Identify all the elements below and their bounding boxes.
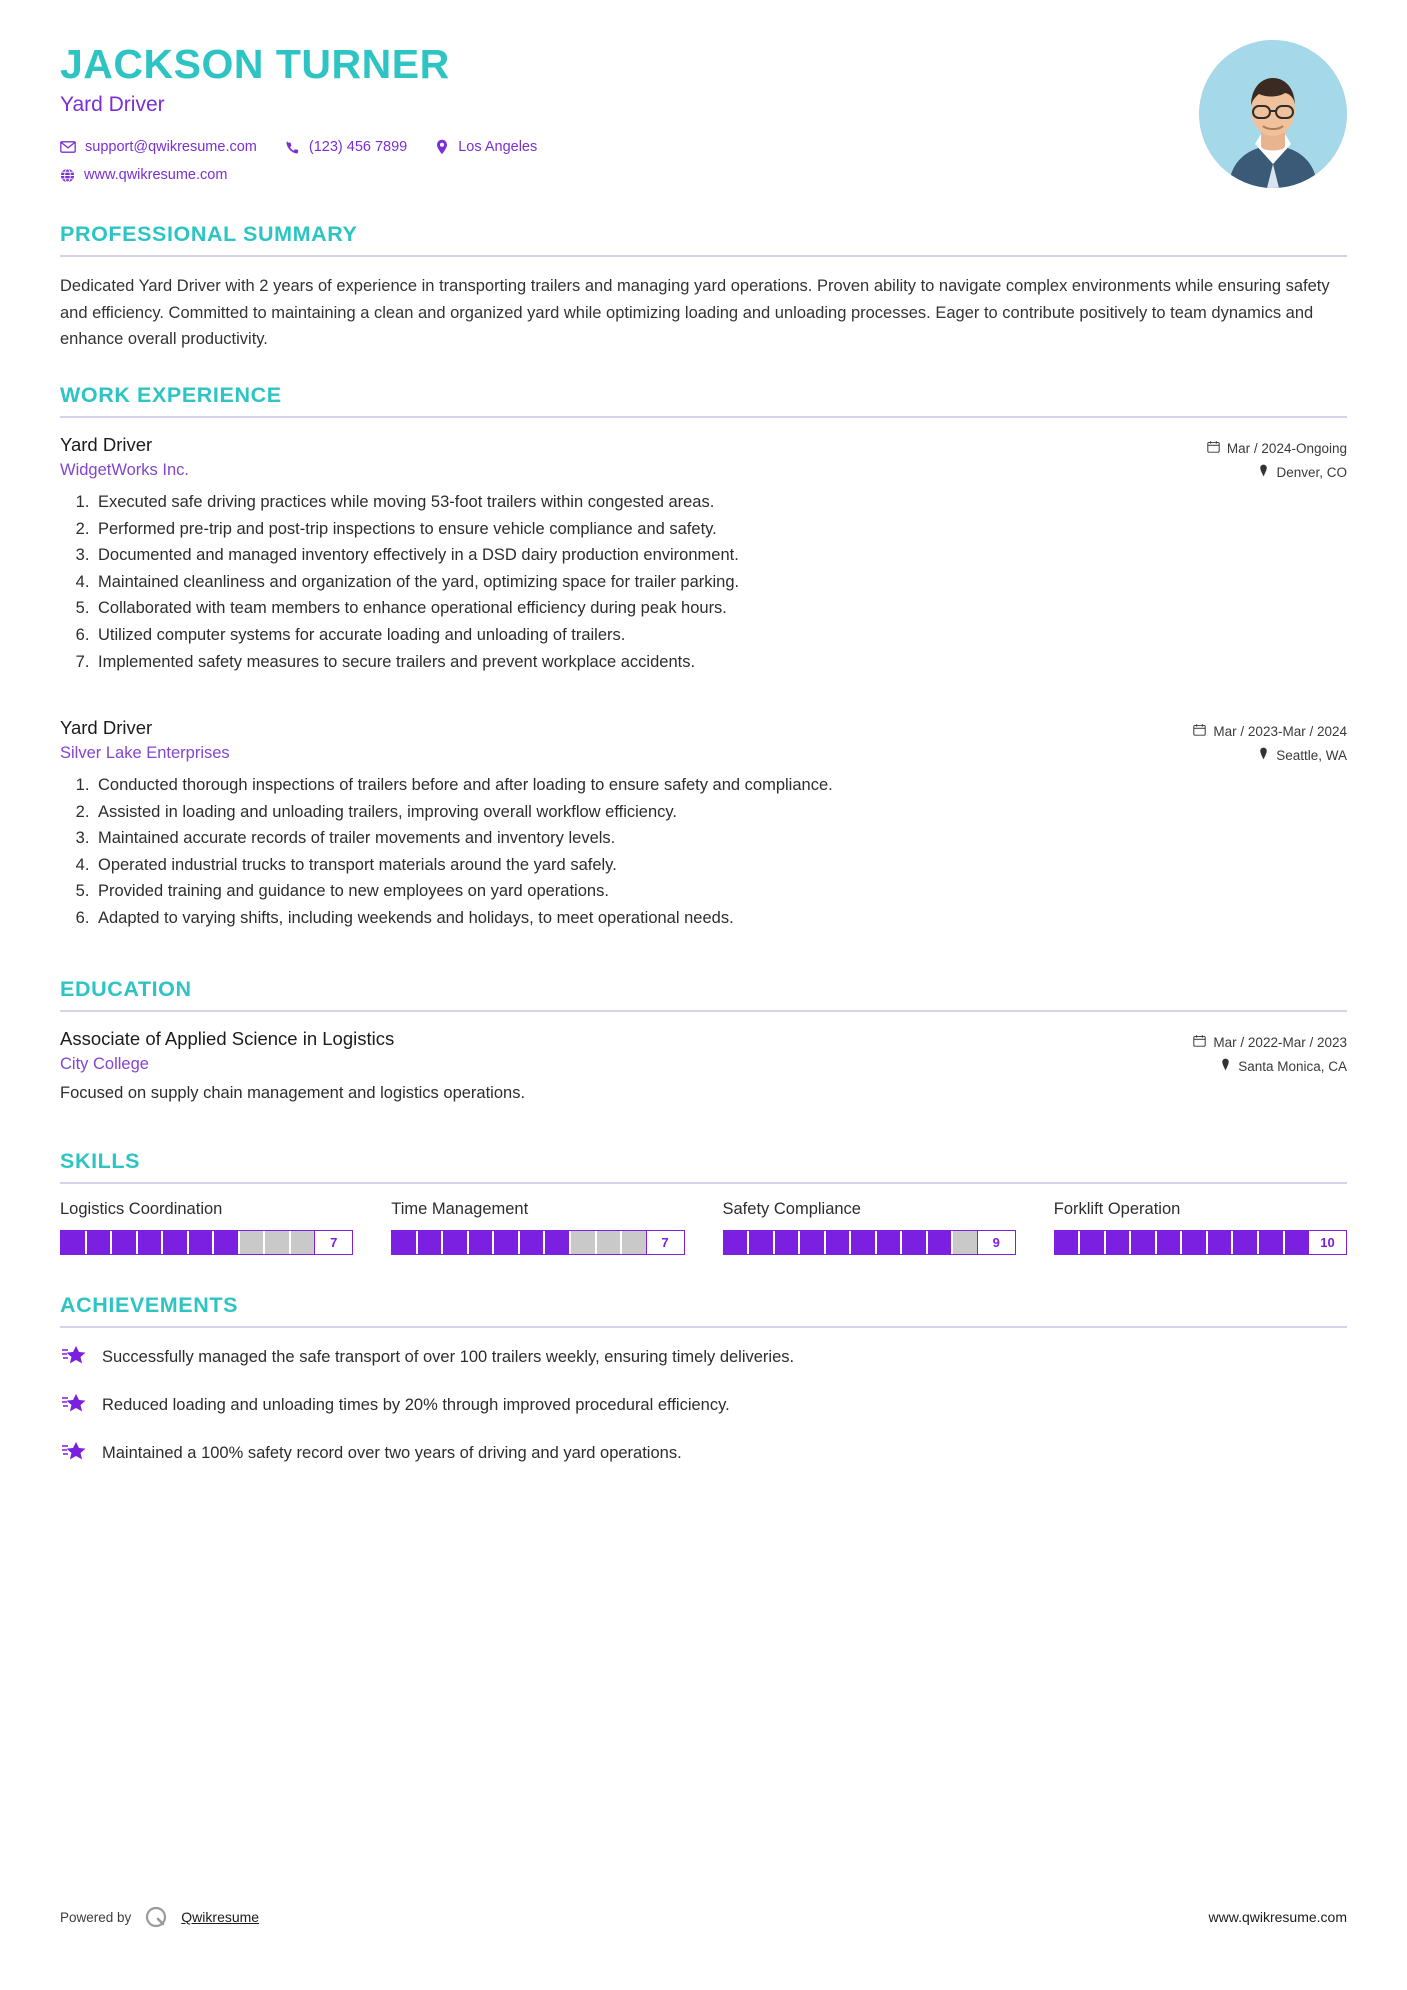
candidate-role: Yard Driver — [60, 93, 165, 117]
list-item — [60, 1440, 1347, 1467]
list-item: 6. Utilized computer systems for accurate loading and unloading of trailers. — [94, 623, 1347, 649]
skill-ticks — [1055, 1231, 1308, 1254]
skill-label: Time Management — [391, 1200, 529, 1219]
skill-value: 9 — [977, 1231, 1015, 1254]
education-location-row — [1193, 1058, 1347, 1074]
section-work-experience — [60, 383, 1347, 931]
experience-entry — [60, 717, 1347, 931]
phone-icon — [285, 140, 300, 155]
skill-meter — [1054, 1230, 1347, 1255]
section-education — [60, 977, 1347, 1103]
achievements-list — [60, 1344, 1347, 1467]
skill-meter — [723, 1230, 1016, 1255]
experience-title: WORK EXPERIENCE — [60, 383, 282, 408]
section-professional-summary — [60, 222, 1347, 353]
divider — [60, 1010, 1347, 1012]
skill-ticks — [61, 1231, 314, 1254]
education-dates: Mar / 2022-Mar / 2023 — [1213, 1034, 1347, 1050]
experience-dates-row — [1193, 723, 1347, 739]
experience-location: Seattle, WA — [1276, 747, 1347, 763]
contact-email-text: support@qwikresume.com — [85, 139, 257, 156]
list-item: 3. Maintained accurate records of trailer movements and inventory levels. — [94, 826, 1347, 852]
envelope-icon — [60, 139, 76, 155]
map-pin-icon — [1258, 747, 1269, 763]
education-detail: Focused on supply chain management and logistics operations. — [60, 1084, 526, 1103]
calendar-icon — [1193, 723, 1206, 739]
education-location: Santa Monica, CA — [1238, 1058, 1347, 1074]
star-badge-icon — [60, 1440, 86, 1467]
skill-item — [60, 1200, 353, 1255]
experience-bullets — [60, 773, 1347, 931]
skill-ticks — [392, 1231, 645, 1254]
education-degree: Associate of Applied Science in Logistics — [60, 1028, 395, 1050]
divider — [60, 1182, 1347, 1184]
contact-phone-text: (123) 456 7899 — [308, 139, 408, 156]
resume-header — [60, 0, 1347, 218]
contact-website-text: www.qwikresume.com — [84, 167, 228, 184]
experience-dates-row — [1207, 440, 1347, 456]
location-pin-icon — [435, 139, 449, 155]
achievement-text: Maintained a 100% safety record over two years of driving and yard operations. — [102, 1444, 682, 1463]
divider — [60, 416, 1347, 418]
star-badge-icon — [60, 1392, 86, 1419]
education-entry — [60, 1028, 1347, 1103]
skill-item — [391, 1200, 684, 1255]
contact-row-secondary — [60, 167, 1347, 183]
achievement-text: Reduced loading and unloading times by 20% through improved procedural efficiency. — [102, 1396, 730, 1415]
skill-value: 10 — [1308, 1231, 1346, 1254]
contact-row-primary — [60, 139, 1347, 155]
contact-email[interactable] — [60, 139, 257, 155]
page-footer — [60, 1904, 1347, 1930]
qwikresume-brand-link[interactable]: Qwikresume — [181, 1909, 260, 1925]
contact-phone[interactable] — [285, 139, 407, 155]
skill-value: 7 — [646, 1231, 684, 1254]
list-item: 1. Conducted thorough inspections of trailers before and after loading to ensure safety and compliance. — [94, 773, 1347, 799]
skill-item — [723, 1200, 1016, 1255]
list-item: 1. Executed safe driving practices while moving 53-foot trailers within congested areas. — [94, 490, 1347, 516]
map-pin-icon — [1220, 1058, 1231, 1074]
experience-position: Yard Driver — [60, 717, 153, 739]
skill-label: Forklift Operation — [1053, 1200, 1181, 1219]
experience-dates: Mar / 2024-Ongoing — [1226, 440, 1347, 456]
powered-by-label: Powered by — [60, 1909, 132, 1925]
calendar-icon — [1207, 440, 1220, 456]
skills-grid — [60, 1200, 1347, 1255]
contact-location-text: Los Angeles — [458, 139, 538, 156]
list-item — [60, 1344, 1347, 1371]
list-item: 5. Collaborated with team members to enhance operational efficiency during peak hours. — [94, 596, 1347, 622]
achievements-title: ACHIEVEMENTS — [60, 1293, 239, 1318]
globe-icon — [60, 168, 75, 183]
skill-ticks — [724, 1231, 977, 1254]
experience-dates: Mar / 2023-Mar / 2024 — [1213, 723, 1347, 739]
star-badge-icon — [60, 1344, 86, 1371]
experience-bullets — [60, 490, 1347, 675]
contact-website[interactable] — [60, 167, 227, 183]
qwikresume-logo-icon — [143, 1904, 169, 1930]
skill-item — [1054, 1200, 1347, 1255]
calendar-icon — [1193, 1034, 1206, 1050]
skill-label: Logistics Coordination — [60, 1200, 223, 1219]
skill-meter — [60, 1230, 353, 1255]
experience-location-row — [1193, 747, 1347, 763]
list-item: 3. Documented and managed inventory effectively in a DSD dairy production environment. — [94, 543, 1347, 569]
list-item: 4. Operated industrial trucks to transport materials around the yard safely. — [94, 853, 1347, 879]
avatar — [1199, 40, 1347, 188]
contact-location — [435, 139, 537, 155]
education-dates-row — [1193, 1034, 1347, 1050]
experience-entry — [60, 434, 1347, 675]
summary-text: Dedicated Yard Driver with 2 years of experience in transporting trailers and managing yard operations. Proven ability to navigate complex environments while ensuring safety and efficiency. Committed to maintaining a clean and organized yard while optimizing loading and unloading processes. Eager to contribute positively to team dynamics and enhance overall productivity. — [60, 277, 1330, 349]
summary-title: PROFESSIONAL SUMMARY — [60, 222, 358, 246]
map-pin-icon — [1258, 464, 1269, 480]
list-item: 6. Adapted to varying shifts, including weekends and holidays, to meet operational needs. — [94, 906, 1347, 932]
candidate-name: JACKSON TURNER — [60, 41, 450, 87]
education-school: City College — [60, 1055, 149, 1074]
list-item — [60, 1392, 1347, 1419]
list-item: 7. Implemented safety measures to secure trailers and prevent workplace accidents. — [94, 650, 1347, 676]
experience-company: Silver Lake Enterprises — [60, 744, 230, 763]
skill-label: Safety Compliance — [722, 1200, 861, 1219]
list-item: 5. Provided training and guidance to new employees on yard operations. — [94, 879, 1347, 905]
list-item: 2. Performed pre-trip and post-trip inspections to ensure vehicle compliance and safety. — [94, 517, 1347, 543]
experience-company: WidgetWorks Inc. — [60, 461, 189, 480]
divider — [60, 1326, 1347, 1328]
experience-position: Yard Driver — [60, 434, 153, 456]
skill-value: 7 — [314, 1231, 352, 1254]
skills-title: SKILLS — [60, 1149, 141, 1174]
skill-meter — [391, 1230, 684, 1255]
education-title: EDUCATION — [60, 977, 192, 1002]
list-item: 4. Maintained cleanliness and organization of the yard, optimizing space for trailer parking. — [94, 570, 1347, 596]
list-item: 2. Assisted in loading and unloading trailers, improving overall workflow efficiency. — [94, 800, 1347, 826]
divider — [60, 255, 1347, 257]
experience-location-row — [1207, 464, 1347, 480]
experience-location: Denver, CO — [1276, 464, 1347, 480]
section-skills — [60, 1149, 1347, 1255]
footer-url[interactable]: www.qwikresume.com — [1208, 1909, 1347, 1925]
section-achievements — [60, 1293, 1347, 1467]
achievement-text: Successfully managed the safe transport of over 100 trailers weekly, ensuring timely deliveries. — [102, 1348, 795, 1367]
